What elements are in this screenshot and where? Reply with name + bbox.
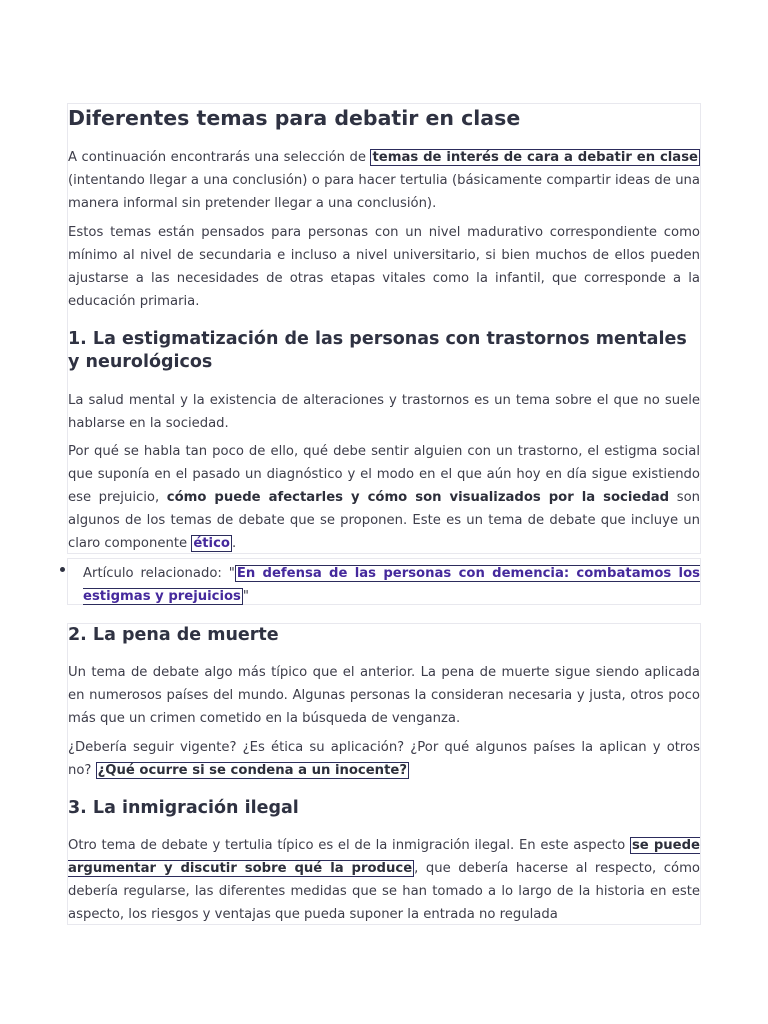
section-1-paragraph-2 xyxy=(68,440,700,555)
intro-paragraph-1 xyxy=(68,146,700,215)
etico-link[interactable]: ético xyxy=(193,536,230,551)
section-2-heading: 2. La pena de muerte xyxy=(68,625,279,645)
section-2-text-a: ¿Debería seguir vigente? ¿Es ética su aplicación? ¿Por qué algunos países la aplican y otros no? xyxy=(68,740,700,778)
section-2-highlight: ¿Qué ocurre si se condena a un inocente? xyxy=(97,763,407,778)
section-1-heading: 1. La estigmatización de las personas con trastornos mentales y neurológicos xyxy=(68,329,687,372)
section-1-text-c: son algunos de los temas de debate que se proponen. Este es un tema de debate que incluye un claro componente xyxy=(68,490,700,551)
section-1-highlight: cómo puede afectarles y cómo son visualizados por la sociedad xyxy=(166,490,670,505)
section-1-text-a: Por qué se habla tan poco de ello, qué debe sentir alguien con un trastorno, el estigma social que suponía en el pasado un diagnóstico y el modo en el que aún hoy en día sigue existiendo ese prejuicio, xyxy=(68,444,700,505)
section-1-paragraph-1: La salud mental y la existencia de alteraciones y trastornos es un tema sobre el que no suele hablarse en la sociedad. xyxy=(68,393,700,431)
related-suffix: " xyxy=(242,589,249,604)
intro-paragraph-2: Estos temas están pensados para personas con un nivel madurativo correspondiente como mínimo al nivel de secundaria e incluso a nivel universitario, si bien muchos de ellos pueden ajustarse a las necesidades de otras etapas vitales como la infantil, que corresponde a la educación primaria. xyxy=(68,225,700,309)
section-3-highlight: se puede argumentar y discutir sobre qué la produce xyxy=(68,838,700,876)
intro-highlight: temas de interés de cara a debatir en clase xyxy=(372,150,698,165)
section-3-paragraph-1 xyxy=(68,834,700,926)
related-article-link[interactable]: En defensa de las personas con demencia: combatamos los estigmas y prejuicios xyxy=(83,566,700,604)
page-title: Diferentes temas para debatir en clase xyxy=(68,106,521,130)
bullet-icon xyxy=(60,567,65,572)
section-2-paragraph-1: Un tema de debate algo más típico que el anterior. La pena de muerte sigue siendo aplicada en numerosos países del mundo. Algunas personas la consideran necesaria y justa, otros poco más que un crimen cometido en la búsqueda de venganza. xyxy=(68,665,700,726)
section-1-text-d: . xyxy=(231,536,237,551)
related-prefix: Artículo relacionado: " xyxy=(83,566,235,581)
intro-text-c: (intentando llegar a una conclusión) o para hacer tertulia (básicamente compartir ideas de una manera informal sin pretender llegar a una conclusión). xyxy=(68,173,700,211)
section-2-paragraph-2 xyxy=(68,736,700,782)
intro-text-a: A continuación encontrarás una selección de xyxy=(68,150,371,165)
section-3-text-c: , que debería hacerse al respecto, cómo debería regularse, las diferentes medidas que se han tomado a lo largo de la historia en este aspecto, los riesgos y ventajas que pueda suponer la entrada no regulada xyxy=(68,861,700,922)
section-3-text-a: Otro tema de debate y tertulia típico es el de la inmigración ilegal. En este aspecto xyxy=(68,838,630,853)
section-3-heading: 3. La inmigración ilegal xyxy=(68,798,299,818)
related-article-item xyxy=(83,562,700,608)
